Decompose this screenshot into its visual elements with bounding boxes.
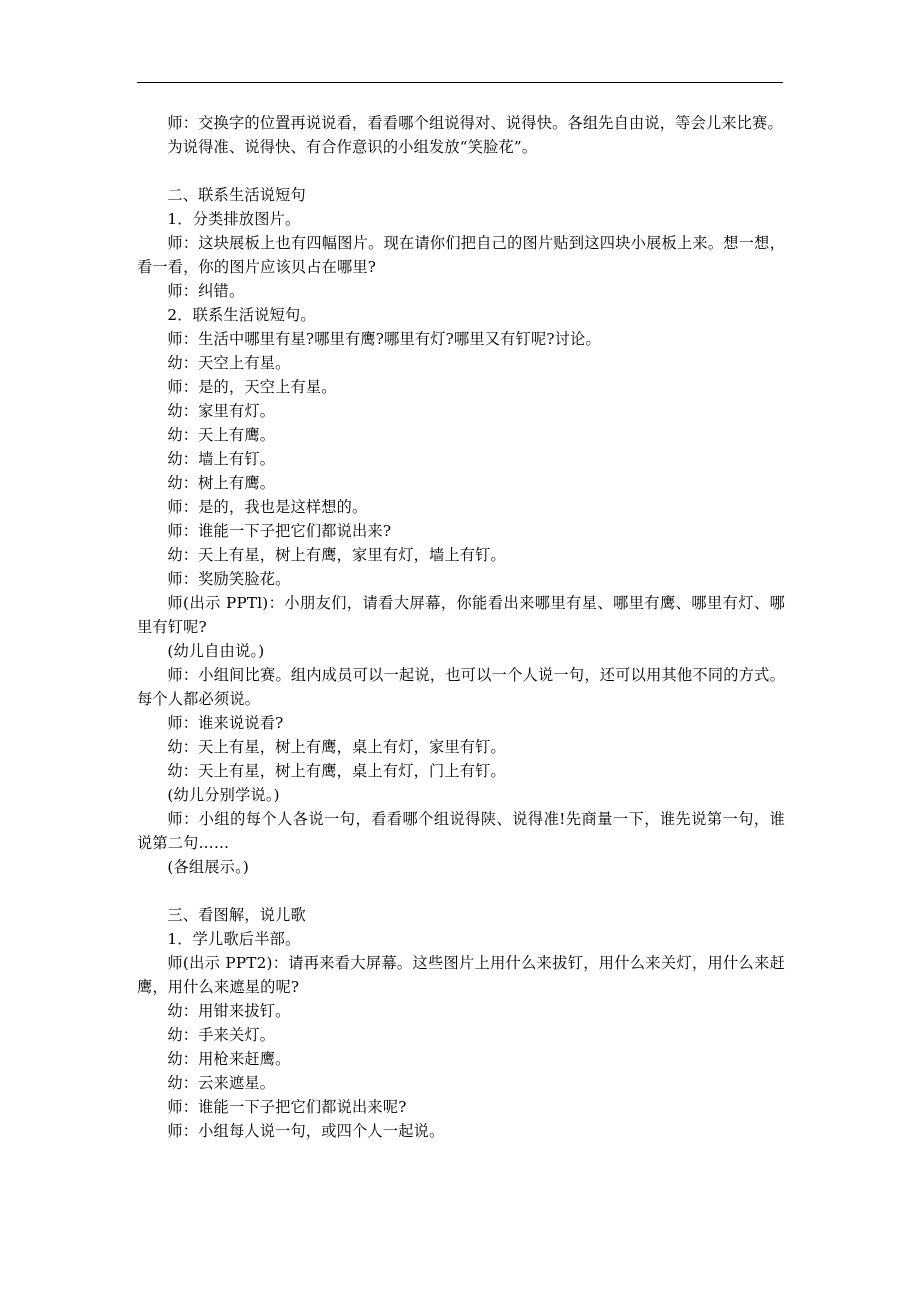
paragraph: 师(出示 PPTl)：小朋友们，请看大屏幕，你能看出来哪里有星、哪里有鹰、哪里有灯、哪里有钉呢? xyxy=(137,594,785,636)
paragraph: 三、看图解，说儿歌 xyxy=(167,906,306,924)
paragraph: 师(出示 PPT2)：请再来看大屏幕。这些图片上用什么来拔钉，用什么来关灯，用什么来赶鹰，用什么来遮星的呢? xyxy=(137,954,785,996)
paragraph: 师：谁能一下子把它们都说出来呢? xyxy=(167,1098,407,1116)
paragraph: 二、联系生活说短句 xyxy=(167,186,306,204)
paragraph: (幼儿自由说。) xyxy=(167,642,265,660)
paragraph: 幼：家里有灯。 xyxy=(167,402,276,420)
paragraph: 幼：墙上有钉。 xyxy=(167,450,276,468)
paragraph: 师：这块展板上也有四幅图片。现在请你们把自己的图片贴到这四块小展板上来。想一想，看一看，你的图片应该贝占在哪里? xyxy=(137,234,785,276)
paragraph: 幼：天上有星，树上有鹰，桌上有灯，家里有钉。 xyxy=(167,738,506,756)
paragraph: 师：生活中哪里有星?哪里有鹰?哪里有灯?哪里又有钉呢?讨论。 xyxy=(167,330,601,348)
paragraph: 幼：用钳来拔钉。 xyxy=(167,1002,291,1020)
paragraph: 师：小组间比赛。组内成员可以一起说，也可以一个人说一句，还可以用其他不同的方式。每个人都必须说。 xyxy=(137,666,785,708)
paragraph: 幼：用枪来赶鹰。 xyxy=(167,1050,291,1068)
paragraph: 幼：天上有星，树上有鹰，桌上有灯，门上有钉。 xyxy=(167,762,506,780)
paragraph: 师：小组的每个人各说一句，看看哪个组说得陕、说得准!先商量一下，谁先说第一句，谁说第二句…… xyxy=(137,810,785,852)
paragraph: 师：谁能一下子把它们都说出来? xyxy=(167,522,392,540)
paragraph: 幼：天上有星，树上有鹰，家里有灯，墙上有钉。 xyxy=(167,546,506,564)
paragraph: 1．学儿歌后半部。 xyxy=(167,930,301,948)
paragraph: 为说得准、说得快、有合作意识的小组发放“笑脸花”。 xyxy=(167,138,538,156)
paragraph: 幼：树上有鹰。 xyxy=(167,474,276,492)
header-rule xyxy=(137,82,783,83)
paragraph: (幼儿分别学说。) xyxy=(167,786,280,804)
paragraph: 师：小组每人说一句，或四个人一起说。 xyxy=(167,1122,445,1140)
document-body xyxy=(137,111,785,1143)
paragraph: 幼：云来遮星。 xyxy=(167,1074,276,1092)
paragraph: 师：纠错。 xyxy=(167,282,245,300)
paragraph: 幼：手来关灯。 xyxy=(167,1026,276,1044)
blank-line xyxy=(137,159,785,183)
paragraph: 师：奖励笑脸花。 xyxy=(167,570,291,588)
paragraph: 师：是的，我也是这样想的。 xyxy=(167,498,368,516)
paragraph: 幼：天空上有星。 xyxy=(167,354,291,372)
paragraph: 2．联系生活说短句。 xyxy=(167,306,316,324)
blank-line xyxy=(137,879,785,903)
paragraph: 师：交换字的位置再说说看，看看哪个组说得对、说得快。各组先自由说，等会儿来比赛。 xyxy=(167,114,783,132)
paragraph: 师：谁来说说看? xyxy=(167,714,284,732)
paragraph: 1．分类排放图片。 xyxy=(167,210,301,228)
paragraph: 幼：天上有鹰。 xyxy=(167,426,276,444)
paragraph: 师：是的，天空上有星。 xyxy=(167,378,337,396)
paragraph: (各组展示。) xyxy=(167,858,249,876)
